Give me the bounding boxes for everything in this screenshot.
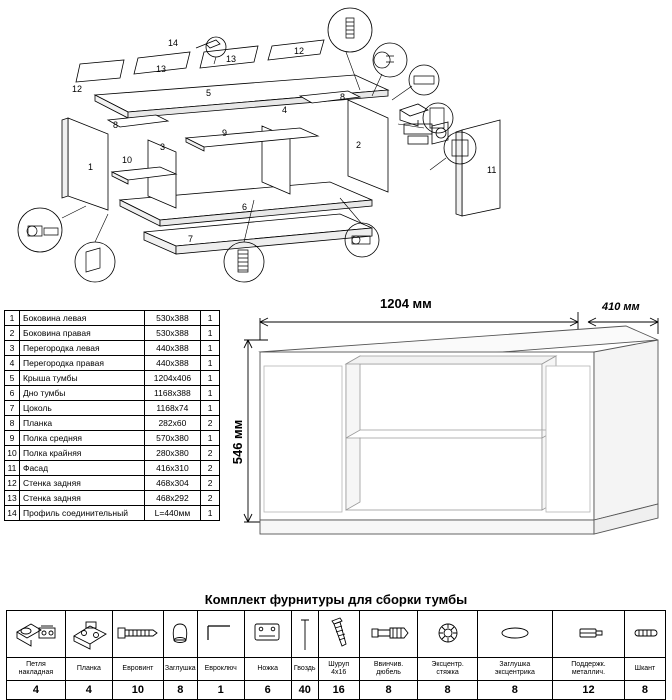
fitting-name: Шкант xyxy=(624,658,665,681)
cam-cap-icon xyxy=(477,611,552,658)
fitting-count: 4 xyxy=(65,681,112,700)
fitting-count: 8 xyxy=(418,681,477,700)
width-label: 1204 мм xyxy=(380,296,432,311)
cam-icon xyxy=(418,611,477,658)
fitting-name: Заглушка эксцентрика xyxy=(477,658,552,681)
screw-icon xyxy=(318,611,359,658)
table-row: 2 Боковина правая 530х388 1 xyxy=(5,326,220,341)
leg-icon xyxy=(244,611,291,658)
fittings-title: Комплект фурнитуры для сборки тумбы xyxy=(204,592,468,607)
callout-8a: 8 xyxy=(113,120,119,130)
fitting-name: Поддержк. металлич. xyxy=(552,658,624,681)
table-row: 1 Боковина левая 530х388 1 xyxy=(5,311,220,326)
fitting-count: 1 xyxy=(197,681,244,700)
callout-11: 11 xyxy=(487,165,497,175)
cap-icon xyxy=(163,611,197,658)
fittings-table xyxy=(6,610,666,700)
dowel-screw-icon xyxy=(359,611,418,658)
fitting-count: 6 xyxy=(244,681,291,700)
hinge-icon xyxy=(7,611,66,658)
table-row: 5 Крыша тумбы 1204х406 1 xyxy=(5,371,220,386)
fitting-count: 4 xyxy=(7,681,66,700)
callout-9: 9 xyxy=(222,128,228,138)
fitting-count: 16 xyxy=(318,681,359,700)
callout-12a: 12 xyxy=(72,84,83,94)
callout-1: 1 xyxy=(88,162,94,172)
euroscrew-icon xyxy=(112,611,163,658)
callout-6: 6 xyxy=(242,202,248,212)
callout-13b: 13 xyxy=(226,54,237,64)
callout-10: 10 xyxy=(122,155,133,165)
fitting-count: 10 xyxy=(112,681,163,700)
table-row: 11 Фасад 416х310 2 xyxy=(5,461,220,476)
table-row: 8 Планка 282х60 2 xyxy=(5,416,220,431)
callout-14: 14 xyxy=(168,38,179,48)
fitting-name: Евроключ xyxy=(197,658,244,681)
callout-2: 2 xyxy=(356,140,362,150)
table-row: 10 Полка крайняя 280х380 2 xyxy=(5,446,220,461)
fitting-count: 8 xyxy=(624,681,665,700)
table-row: 3 Перегородка левая 440х388 1 xyxy=(5,341,220,356)
callout-7: 7 xyxy=(188,234,194,244)
callout-4: 4 xyxy=(282,105,288,115)
callout-3: 3 xyxy=(160,142,166,152)
shelf-support-icon xyxy=(552,611,624,658)
fitting-name: Петля накладная xyxy=(7,658,66,681)
plate-icon xyxy=(65,611,112,658)
fitting-name: Планка xyxy=(65,658,112,681)
fitting-name: Эксцентр. стяжка xyxy=(418,658,477,681)
fitting-name: Гвоздь xyxy=(291,658,318,681)
depth-label: 410 мм xyxy=(602,301,640,313)
nail-icon xyxy=(291,611,318,658)
fitting-name: Евровинт xyxy=(112,658,163,681)
fitting-name: Заглушка xyxy=(163,658,197,681)
eurokey-icon xyxy=(197,611,244,658)
fitting-name: Ввинчив. дюбель xyxy=(359,658,418,681)
table-row: 14 Профиль соединительный L=440мм 1 xyxy=(5,506,220,521)
fitting-name: Шуруп 4х16 xyxy=(318,658,359,681)
fitting-name: Ножка xyxy=(244,658,291,681)
callout-8b: 8 xyxy=(340,92,346,102)
fitting-count: 8 xyxy=(477,681,552,700)
fitting-count: 8 xyxy=(359,681,418,700)
callout-12b: 12 xyxy=(294,46,305,56)
cabinet-dimensions-view xyxy=(228,282,668,552)
table-row: 6 Дно тумбы 1168х388 1 xyxy=(5,386,220,401)
callout-5: 5 xyxy=(206,88,212,98)
height-label: 546 мм xyxy=(230,419,245,465)
table-row: 12 Стенка задняя 468х304 2 xyxy=(5,476,220,491)
exploded-diagram xyxy=(0,0,672,290)
fitting-count: 40 xyxy=(291,681,318,700)
table-row: 7 Цоколь 1168х74 1 xyxy=(5,401,220,416)
table-row: 13 Стенка задняя 468х292 2 xyxy=(5,491,220,506)
table-row: 9 Полка средняя 570х380 1 xyxy=(5,431,220,446)
fitting-count: 8 xyxy=(163,681,197,700)
dowel-icon xyxy=(624,611,665,658)
fitting-count: 12 xyxy=(552,681,624,700)
parts-table xyxy=(4,310,220,521)
table-row: 4 Перегородка правая 440х388 1 xyxy=(5,356,220,371)
callout-13a: 13 xyxy=(156,64,167,74)
